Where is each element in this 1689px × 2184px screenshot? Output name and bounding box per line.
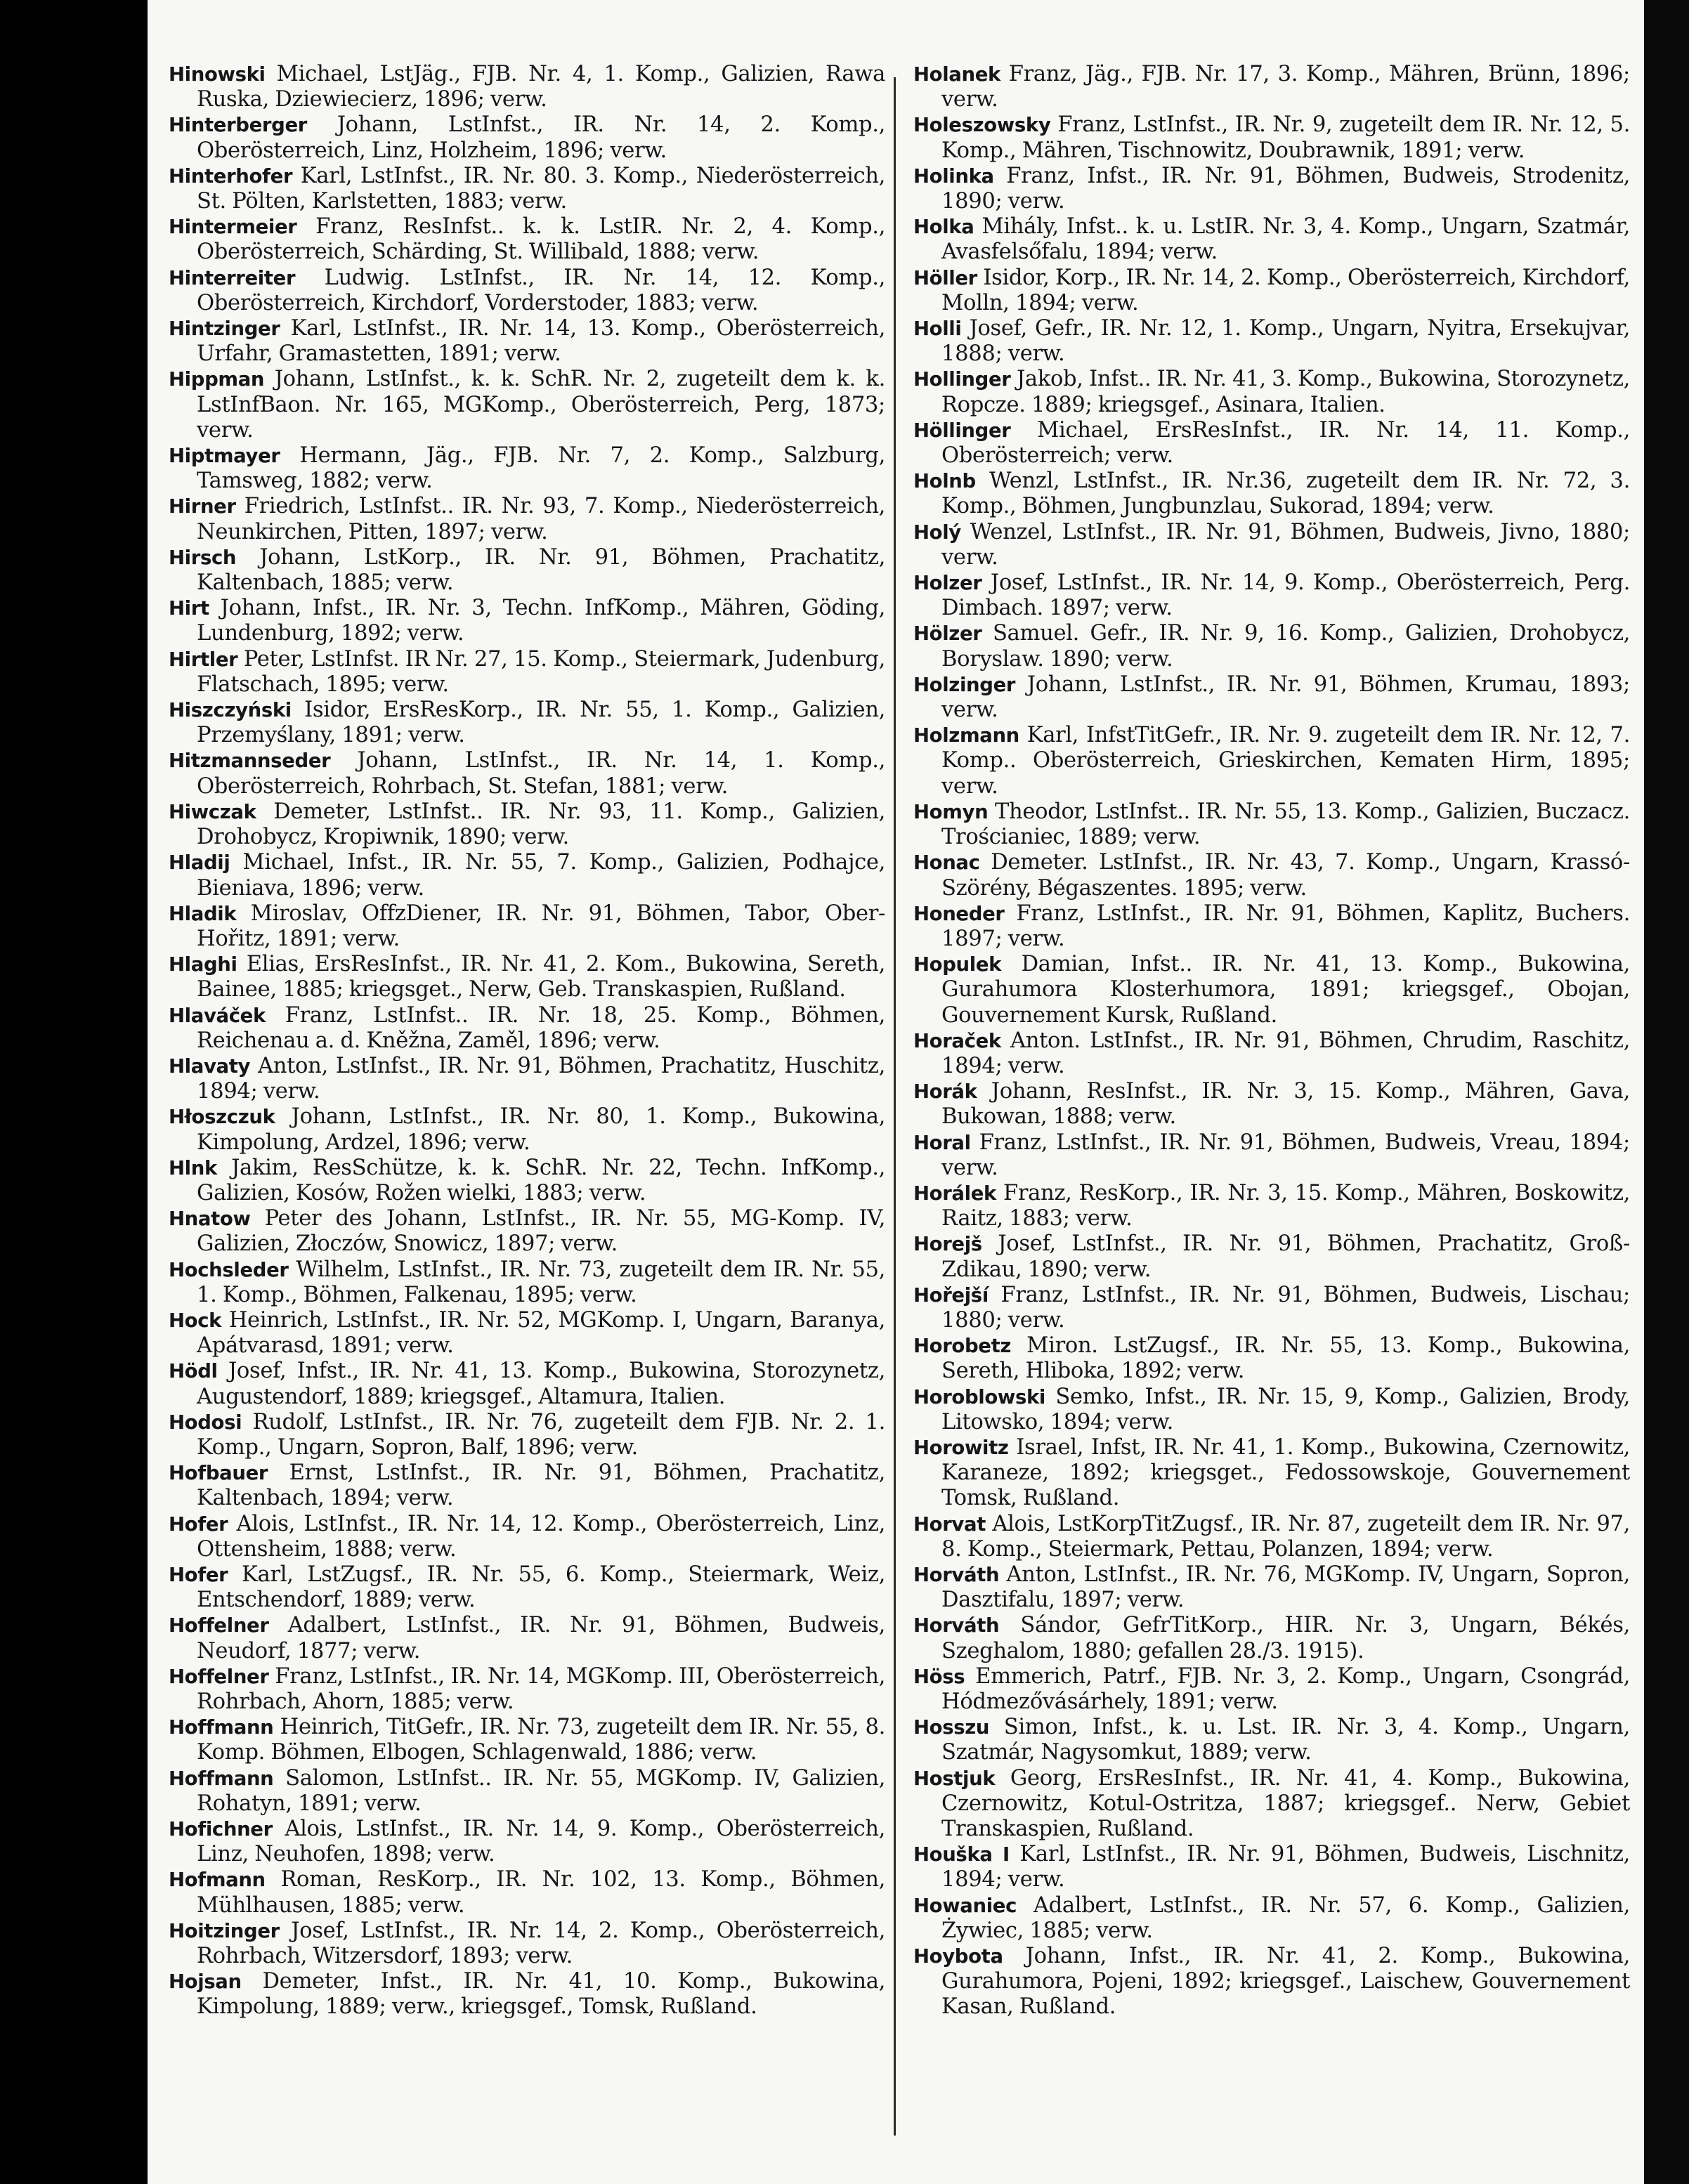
entry-details: Rudolf, LstInfst., IR. Nr. 76, zugeteilt dem FJB. Nr. 2. 1. Komp., Ungarn, Sopron, Balf, 1896; verw. <box>197 1409 885 1460</box>
entry-surname: Hitzmannseder <box>169 750 331 773</box>
entry-details: Johann, LstInfst., IR. Nr. 14, 2. Komp., Oberösterreich, Linz, Holzheim, 1896; verw. <box>197 112 885 163</box>
casualty-entry <box>913 723 1630 799</box>
entry-details: Miron. LstZugsf., IR. Nr. 55, 13. Komp., Bukowina, Sereth, Hliboka, 1892; verw. <box>941 1333 1630 1384</box>
casualty-entry <box>913 1181 1630 1231</box>
entry-details: Johann, LstInfst., k. k. SchR. Nr. 2, zugeteilt dem k. k. LstInfBaon. Nr. 165, MGKomp., Oberösterreich, Perg, 1873; verw. <box>197 367 885 443</box>
casualty-entry <box>169 1257 885 1308</box>
casualty-entry <box>913 799 1630 850</box>
casualty-entry <box>913 1283 1630 1333</box>
entry-details: Mihály, Infst.. k. u. LstIR. Nr. 3, 4. Komp., Ungarn, Szatmár, Avasfelsőfalu, 1894; verw. <box>941 214 1630 265</box>
casualty-entry <box>913 1944 1630 2020</box>
entry-surname: Holzer <box>913 572 982 595</box>
entry-surname: Holli <box>913 318 962 341</box>
casualty-entry <box>913 112 1630 163</box>
casualty-entry <box>169 1664 885 1715</box>
casualty-entry <box>913 672 1630 723</box>
entry-surname: Holeszowsky <box>913 114 1051 137</box>
entry-surname: Höss <box>913 1665 965 1688</box>
column-divider <box>894 77 896 2136</box>
entry-surname: Hlaváček <box>169 1004 266 1027</box>
casualty-entry <box>913 621 1630 672</box>
entry-surname: Horal <box>913 1131 971 1154</box>
casualty-entry <box>913 1130 1630 1181</box>
entry-surname: Hofmann <box>169 1869 266 1892</box>
entry-details: Karl, LstInfst., IR. Nr. 91, Böhmen, Budweis, Lischnitz, 1894; verw. <box>941 1842 1630 1892</box>
entry-surname: Holnb <box>913 470 976 493</box>
entry-details: Josef, LstInfst., IR. Nr. 91, Böhmen, Prachatitz, Groß-Zdikau, 1890; verw. <box>941 1231 1630 1282</box>
entry-surname: Hořejší <box>913 1283 989 1307</box>
entry-surname: Hirt <box>169 597 209 620</box>
entry-surname: Honac <box>913 851 980 875</box>
entry-details: Adalbert, LstInfst., IR. Nr. 57, 6. Komp., Galizien, Żywiec, 1885; verw. <box>941 1892 1630 1943</box>
casualty-entry <box>169 1613 885 1663</box>
entry-surname: Hoffelner <box>169 1665 269 1688</box>
entry-details: Alois, LstInfst., IR. Nr. 14, 12. Komp., Oberösterreich, Linz, Ottensheim, 1888; verw. <box>197 1511 885 1562</box>
casualty-entry <box>913 1385 1630 1435</box>
casualty-entry <box>913 1766 1630 1843</box>
entry-details: Alois, LstInfst., IR. Nr. 14, 9. Komp., Oberösterreich, Linz, Neuhofen, 1898; verw. <box>197 1817 885 1867</box>
casualty-entry <box>169 952 885 1002</box>
entry-details: Johann, LstInfst., IR. Nr. 80, 1. Komp., Bukowina, Kimpolung, Ardzel, 1896; verw. <box>197 1104 885 1155</box>
casualty-entry <box>169 901 885 952</box>
entry-details: Georg, ErsResInfst., IR. Nr. 41, 4. Komp., Bukowina, Czernowitz, Kotul-Ostritza, 1887; kriegsgef.. Nerw, Gebiet Transkaspien, Rußland. <box>941 1765 1630 1842</box>
entry-surname: Hirsch <box>169 546 237 569</box>
entry-surname: Horálek <box>913 1182 996 1205</box>
casualty-entry <box>913 1893 1630 1944</box>
entry-details: Adalbert, LstInfst., IR. Nr. 91, Böhmen, Budweis, Neudorf, 1877; verw. <box>197 1613 885 1663</box>
casualty-entry <box>913 1715 1630 1765</box>
entry-surname: Holanek <box>913 63 1000 86</box>
casualty-entry <box>913 1613 1630 1663</box>
casualty-entry <box>913 901 1630 952</box>
entry-surname: Hlavaty <box>169 1054 251 1078</box>
entry-surname: Hladij <box>169 851 230 875</box>
entry-details: Roman, ResKorp., IR. Nr. 102, 13. Komp., Böhmen, Mühlhausen, 1885; verw. <box>197 1867 885 1918</box>
casualty-entry <box>169 266 885 316</box>
entry-surname: Hoffmann <box>169 1716 274 1739</box>
casualty-entry <box>913 469 1630 519</box>
casualty-entry <box>913 570 1630 621</box>
entry-details: Johann, LstInfst., IR. Nr. 91, Böhmen, Krumau, 1893; verw. <box>941 672 1630 723</box>
entry-details: Isidor, Korp., IR. Nr. 14, 2. Komp., Oberösterreich, Kirchdorf, Molln, 1894; verw. <box>941 265 1630 315</box>
entry-surname: Hollinger <box>913 368 1011 391</box>
entry-details: Johann, Infst., IR. Nr. 3, Techn. InfKomp., Mähren, Göding, Lundenburg, 1892; verw. <box>197 596 885 646</box>
casualty-entry <box>169 1410 885 1460</box>
casualty-entry <box>169 1512 885 1562</box>
entry-details: Emmerich, Patrf., FJB. Nr. 3, 2. Komp., Ungarn, Csongrád, Hódmezővásárhely, 1891; verw. <box>941 1663 1630 1714</box>
entry-details: Karl, LstInfst., IR. Nr. 14, 13. Komp., Oberösterreich, Urfahr, Gramastetten, 1891; verw. <box>197 316 885 367</box>
entry-surname: Hölzer <box>913 622 982 646</box>
casualty-entry <box>913 164 1630 214</box>
entry-details: Johann, ResInfst., IR. Nr. 3, 15. Komp., Mähren, Gava, Bukowan, 1888; verw. <box>941 1079 1630 1130</box>
entry-surname: Hofer <box>169 1512 228 1536</box>
entry-details: Karl, LstInfst., IR. Nr. 80. 3. Komp., Niederösterreich, St. Pölten, Karlstetten, 1883; verw. <box>197 163 885 214</box>
entry-details: Sándor, GefrTitKorp., HIR. Nr. 3, Ungarn, Békés, Szeghalom, 1880; gefallen 28./3. 1915). <box>941 1613 1630 1663</box>
casualty-entry <box>169 1308 885 1359</box>
entry-surname: Horowitz <box>913 1436 1009 1459</box>
entry-surname: Hofichner <box>169 1818 273 1841</box>
entry-surname: Homyn <box>913 800 989 823</box>
entry-details: Josef, LstInfst., IR. Nr. 14, 2. Komp., Oberösterreich, Rohrbach, Witzersdorf, 1893; verw. <box>197 1918 885 1969</box>
entry-surname: Hladik <box>169 902 237 925</box>
casualty-entry <box>169 799 885 850</box>
entry-details: Salomon, LstInfst.. IR. Nr. 55, MGKomp. IV, Galizien, Rohatyn, 1891; verw. <box>197 1765 885 1816</box>
entry-surname: Horvat <box>913 1512 986 1536</box>
entry-surname: Hodosi <box>169 1411 242 1434</box>
casualty-entry <box>913 520 1630 570</box>
entry-details: Johann, Infst., IR. Nr. 41, 2. Komp., Bukowina, Gurahumora, Pojeni, 1892; kriegsgef., Laischew, Gouvernement Kasan, Rußland. <box>941 1944 1630 2020</box>
entry-surname: Holý <box>913 521 961 544</box>
entry-details: Franz, ResKorp., IR. Nr. 3, 15. Komp., Mähren, Boskowitz, Raitz, 1883; verw. <box>941 1180 1630 1231</box>
entry-surname: Hödl <box>169 1360 218 1383</box>
entry-surname: Hoitzinger <box>169 1919 280 1942</box>
entry-details: Miroslav, OffzDiener, IR. Nr. 91, Böhmen, Tabor, Ober-Hořitz, 1891; verw. <box>197 901 885 951</box>
entry-details: Franz, LstInfst., IR. Nr. 91, Böhmen, Kaplitz, Buchers. 1897; verw. <box>941 901 1630 951</box>
entry-surname: Hlnk <box>169 1156 217 1179</box>
entry-details: Franz, LstInfst., IR. Nr. 9, zugeteilt dem IR. Nr. 12, 5. Komp., Mähren, Tischnowitz, Doubrawnik, 1891; verw. <box>941 112 1630 163</box>
entry-surname: Horoblowski <box>913 1385 1046 1408</box>
entry-surname: Hofbauer <box>169 1462 268 1485</box>
entry-details: Theodor, LstInfst.. IR. Nr. 55, 13. Komp., Galizien, Buczacz. Trościaniec, 1889; verw. <box>941 799 1630 850</box>
entry-surname: Hintermeier <box>169 216 297 239</box>
entry-details: Michael, ErsResInfst., IR. Nr. 14, 11. Komp., Oberösterreich; verw. <box>941 417 1630 469</box>
entry-surname: Hinterhofer <box>169 164 293 188</box>
casualty-entry <box>913 367 1630 417</box>
entry-details: Ludwig. LstInfst., IR. Nr. 14, 12. Komp., Oberösterreich, Kirchdorf, Vorderstoder, 1883; verw. <box>197 265 885 315</box>
entry-details: Franz, ResInfst.. k. k. LstIR. Nr. 2, 4. Komp., Oberösterreich, Schärding, St. Willibald, 1888; verw. <box>197 214 885 265</box>
entry-details: Semko, Infst., IR. Nr. 15, 9, Komp., Galizien, Brody, Litowsko, 1894; verw. <box>941 1384 1630 1434</box>
casualty-entry <box>913 1435 1630 1512</box>
entry-surname: Hirtler <box>169 648 238 671</box>
entry-surname: Hłoszczuk <box>169 1106 275 1129</box>
casualty-entry <box>169 1104 885 1155</box>
entry-surname: Hinowski <box>169 63 266 86</box>
casualty-entry <box>913 1664 1630 1715</box>
entry-surname: Hlaghi <box>169 953 237 976</box>
casualty-entry <box>169 1460 885 1511</box>
entry-details: Demeter, Infst., IR. Nr. 41, 10. Komp., Bukowina, Kimpolung, 1889; verw., kriegsgef., Tomsk, Rußland. <box>197 1969 885 2020</box>
entry-details: Johann, LstKorp., IR. Nr. 91, Böhmen, Prachatitz, Kaltenbach, 1885; verw. <box>197 544 885 596</box>
casualty-entry <box>169 316 885 367</box>
entry-surname: Holka <box>913 216 974 239</box>
casualty-entry <box>169 1054 885 1104</box>
casualty-entry <box>169 1359 885 1409</box>
entry-surname: Horobetz <box>913 1335 1012 1358</box>
scan-border <box>1644 0 1689 2184</box>
casualty-entry <box>169 1003 885 1054</box>
entry-details: Hermann, Jäg., FJB. Nr. 7, 2. Komp., Salzburg, Tamsweg, 1882; verw. <box>197 443 885 494</box>
casualty-entry <box>169 367 885 443</box>
entry-details: Josef, Infst., IR. Nr. 41, 13. Komp., Bukowina, Storozynetz, Augustendorf, 1889; kriegsgef., Altamura, Italien. <box>197 1359 885 1409</box>
entry-details: Anton, LstInfst., IR. Nr. 76, MGKomp. IV, Ungarn, Sopron, Dasztifalu, 1897; verw. <box>941 1562 1630 1613</box>
entry-details: Isidor, ErsResKorp., IR. Nr. 55, 1. Komp., Galizien, Przemyślany, 1891; verw. <box>197 698 885 748</box>
casualty-entry <box>169 1867 885 1918</box>
entry-details: Peter, LstInfst. IR Nr. 27, 15. Komp., Steiermark, Judenburg, Flatschach, 1895; verw. <box>197 646 885 697</box>
entry-surname: Hinterreiter <box>169 266 296 289</box>
entry-details: Anton. LstInfst., IR. Nr. 91, Böhmen, Chrudim, Raschitz, 1894; verw. <box>941 1028 1630 1078</box>
entry-surname: Hochsleder <box>169 1258 289 1281</box>
entry-details: Franz, LstInfst.. IR. Nr. 18, 25. Komp., Böhmen, Reichenau a. d. Kněžna, Zaměl, 1896; verw. <box>197 1002 885 1053</box>
entry-details: Jakob, Infst.. IR. Nr. 41, 3. Komp., Bukowina, Storozynetz, Ropcze. 1889; kriegsgef., Asinara, Italien. <box>941 367 1630 417</box>
right-column <box>913 62 1630 2020</box>
entry-details: Michael, LstJäg., FJB. Nr. 4, 1. Komp., Galizien, Rawa Ruska, Dziewiecierz, 1896; verw. <box>197 62 885 112</box>
entry-surname: Hinterberger <box>169 114 307 137</box>
casualty-entry <box>913 62 1630 112</box>
entry-details: Johann, LstInfst., IR. Nr. 14, 1. Komp., Oberösterreich, Rohrbach, St. Stefan, 1881; verw. <box>197 748 885 799</box>
entry-surname: Holinka <box>913 164 994 188</box>
entry-details: Franz, LstInfst., IR. Nr. 14, MGKomp. III, Oberösterreich, Rohrbach, Ahorn, 1885; verw. <box>197 1663 885 1714</box>
entry-details: Heinrich, TitGefr., IR. Nr. 73, zugeteilt dem IR. Nr. 55, 8. Komp. Böhmen, Elbogen, Schlagenwald, 1886; verw. <box>197 1715 885 1765</box>
entry-details: Karl, InfstTitGefr., IR. Nr. 9. zugeteilt dem IR. Nr. 12, 7. Komp.. Oberösterreich, Grieskirchen, Kematen Hirm, 1895; verw. <box>941 723 1630 799</box>
entry-details: Franz, Jäg., FJB. Nr. 17, 3. Komp., Mähren, Brünn, 1896; verw. <box>941 62 1630 112</box>
casualty-entry <box>169 1817 885 1867</box>
casualty-entry <box>169 850 885 901</box>
casualty-entry <box>169 1969 885 2020</box>
entry-surname: Horák <box>913 1080 977 1104</box>
entry-details: Franz, LstInfst., IR. Nr. 91, Böhmen, Budweis, Vreau, 1894; verw. <box>941 1130 1630 1180</box>
casualty-entry <box>169 1918 885 1969</box>
entry-details: Jakim, ResSchütze, k. k. SchR. Nr. 22, Techn. InfKomp., Galizien, Kosów, Rožen wielki, 1883; verw. <box>197 1155 885 1205</box>
casualty-entry <box>169 596 885 646</box>
entry-surname: Hostjuk <box>913 1767 996 1790</box>
entry-surname: Hojsan <box>169 1970 242 1994</box>
casualty-entry <box>913 1562 1630 1613</box>
casualty-entry <box>913 316 1630 367</box>
entry-surname: Hofer <box>169 1563 228 1586</box>
entry-surname: Hippman <box>169 368 265 391</box>
casualty-entry <box>913 214 1630 265</box>
entry-details: Alois, LstKorpTitZugsf., IR. Nr. 87, zugeteilt dem IR. Nr. 97, 8. Komp., Steiermark, Pettau, Polanzen, 1894; verw. <box>941 1511 1630 1562</box>
entry-details: Karl, LstZugsf., IR. Nr. 55, 6. Komp., Steiermark, Weiz, Entschendorf, 1889; verw. <box>197 1562 885 1613</box>
entry-surname: Hiwczak <box>169 800 256 823</box>
entry-details: Damian, Infst.. IR. Nr. 41, 13. Komp., Bukowina, Gurahumora Klosterhumora, 1891; kriegsgef., Obojan, Gouvernement Kursk, Rußland. <box>941 952 1630 1028</box>
casualty-entry <box>913 850 1630 901</box>
casualty-entry <box>913 1333 1630 1384</box>
casualty-entry <box>169 214 885 265</box>
casualty-entry <box>169 494 885 544</box>
casualty-entry <box>169 1206 885 1257</box>
entry-details: Michael, Infst., IR. Nr. 55, 7. Komp., Galizien, Podhajce, Bieniava, 1896; verw. <box>197 850 885 901</box>
entry-surname: Horejš <box>913 1233 982 1256</box>
entry-surname: Howaniec <box>913 1894 1017 1917</box>
entry-surname: Holzinger <box>913 673 1016 696</box>
casualty-entry <box>169 748 885 799</box>
casualty-entry <box>913 1028 1630 1079</box>
casualty-entry <box>169 545 885 596</box>
entry-surname: Houška I <box>913 1843 1010 1866</box>
entry-surname: Horváth <box>913 1563 1000 1586</box>
casualty-entry <box>913 1079 1630 1130</box>
casualty-entry <box>913 1842 1630 1892</box>
entry-surname: Hoybota <box>913 1945 1003 1968</box>
left-column <box>169 62 885 2020</box>
casualty-entry <box>169 1766 885 1817</box>
entry-details: Wenzl, LstInfst., IR. Nr.36, zugeteilt dem IR. Nr. 72, 3. Komp., Böhmen, Jungbunzlau, Sukorad, 1894; verw. <box>941 469 1630 519</box>
entry-surname: Honeder <box>913 902 1005 925</box>
entry-details: Wilhelm, LstInfst., IR. Nr. 73, zugeteilt dem IR. Nr. 55, 1. Komp., Böhmen, Falkenau, 1895; verw. <box>197 1257 885 1307</box>
casualty-entry <box>913 952 1630 1028</box>
entry-details: Friedrich, LstInfst.. IR. Nr. 93, 7. Komp., Niederösterreich, Neunkirchen, Pitten, 1897; verw. <box>197 494 885 544</box>
entry-surname: Hock <box>169 1309 222 1332</box>
entry-details: Elias, ErsResInfst., IR. Nr. 41, 2. Kom., Bukowina, Sereth, Bainee, 1885; kriegsget., Nerw, Geb. Transkaspien, Rußland. <box>197 952 885 1002</box>
entry-details: Samuel. Gefr., IR. Nr. 9, 16. Komp., Galizien, Drohobycz, Boryslaw. 1890; verw. <box>941 621 1630 672</box>
entry-surname: Hintzinger <box>169 318 280 341</box>
casualty-entry <box>169 647 885 698</box>
entry-surname: Hoffelner <box>169 1614 269 1637</box>
entry-surname: Hiptmayer <box>169 445 280 468</box>
casualty-entry <box>169 62 885 112</box>
entry-surname: Hosszu <box>913 1716 990 1739</box>
entry-surname: Holzmann <box>913 724 1019 747</box>
entry-surname: Hirner <box>169 495 236 518</box>
entry-surname: Höllinger <box>913 419 1011 442</box>
entry-surname: Hopulek <box>913 953 1002 976</box>
casualty-entry <box>169 112 885 163</box>
entry-details: Anton, LstInfst., IR. Nr. 91, Böhmen, Prachatitz, Huschitz, 1894; verw. <box>197 1053 885 1104</box>
entry-details: Josef, Gefr., IR. Nr. 12, 1. Komp., Ungarn, Nyitra, Ersekujvar, 1888; verw. <box>941 316 1630 367</box>
casualty-entry <box>913 1231 1630 1282</box>
entry-details: Demeter. LstInfst., IR. Nr. 43, 7. Komp., Ungarn, Krassó-Szörény, Bégaszentes. 1895; verw. <box>941 850 1630 901</box>
entry-surname: Höller <box>913 266 977 289</box>
entry-details: Demeter, LstInfst.. IR. Nr. 93, 11. Komp., Galizien, Drohobycz, Kropiwnik, 1890; verw. <box>197 799 885 850</box>
casualty-entry <box>169 443 885 494</box>
entry-details: Heinrich, LstInfst., IR. Nr. 52, MGKomp. I, Ungarn, Baranya, Apátvarasd, 1891; verw. <box>197 1307 885 1359</box>
entry-details: Josef, LstInfst., IR. Nr. 14, 9. Komp., Oberösterreich, Perg. Dimbach. 1897; verw. <box>941 570 1630 621</box>
entry-details: Ernst, LstInfst., IR. Nr. 91, Böhmen, Prachatitz, Kaltenbach, 1894; verw. <box>197 1460 885 1511</box>
casualty-entry <box>169 1715 885 1765</box>
casualty-entry <box>913 418 1630 469</box>
casualty-entry <box>169 164 885 214</box>
casualty-entry <box>169 1562 885 1613</box>
entry-surname: Horaček <box>913 1029 1001 1052</box>
entry-surname: Horváth <box>913 1614 1000 1637</box>
entry-surname: Hnatow <box>169 1208 251 1231</box>
entry-surname: Hiszczyński <box>169 699 292 722</box>
casualty-entry <box>913 266 1630 316</box>
casualty-entry <box>169 1156 885 1206</box>
entry-details: Israel, Infst, IR. Nr. 41, 1. Komp., Bukowina, Czernowitz, Karaneze, 1892; kriegsget., Fedossowskoje, Gouvernement Tomsk, Rußland. <box>941 1434 1630 1511</box>
entry-details: Simon, Infst., k. u. Lst. IR. Nr. 3, 4. Komp., Ungarn, Szatmár, Nagysomkut, 1889; verw. <box>941 1715 1630 1765</box>
casualty-entry <box>169 698 885 748</box>
entry-details: Wenzel, LstInfst., IR. Nr. 91, Böhmen, Budweis, Jivno, 1880; verw. <box>941 519 1630 570</box>
casualty-entry <box>913 1512 1630 1562</box>
entry-details: Franz, LstInfst., IR. Nr. 91, Böhmen, Budweis, Lischau; 1880; verw. <box>941 1282 1630 1333</box>
entry-details: Franz, Infst., IR. Nr. 91, Böhmen, Budweis, Strodenitz, 1890; verw. <box>941 163 1630 214</box>
entry-details: Peter des Johann, LstInfst., IR. Nr. 55, MG-Komp. IV, Galizien, Złoczów, Snowicz, 1897; verw. <box>197 1206 885 1257</box>
entry-surname: Hoffmann <box>169 1767 274 1790</box>
